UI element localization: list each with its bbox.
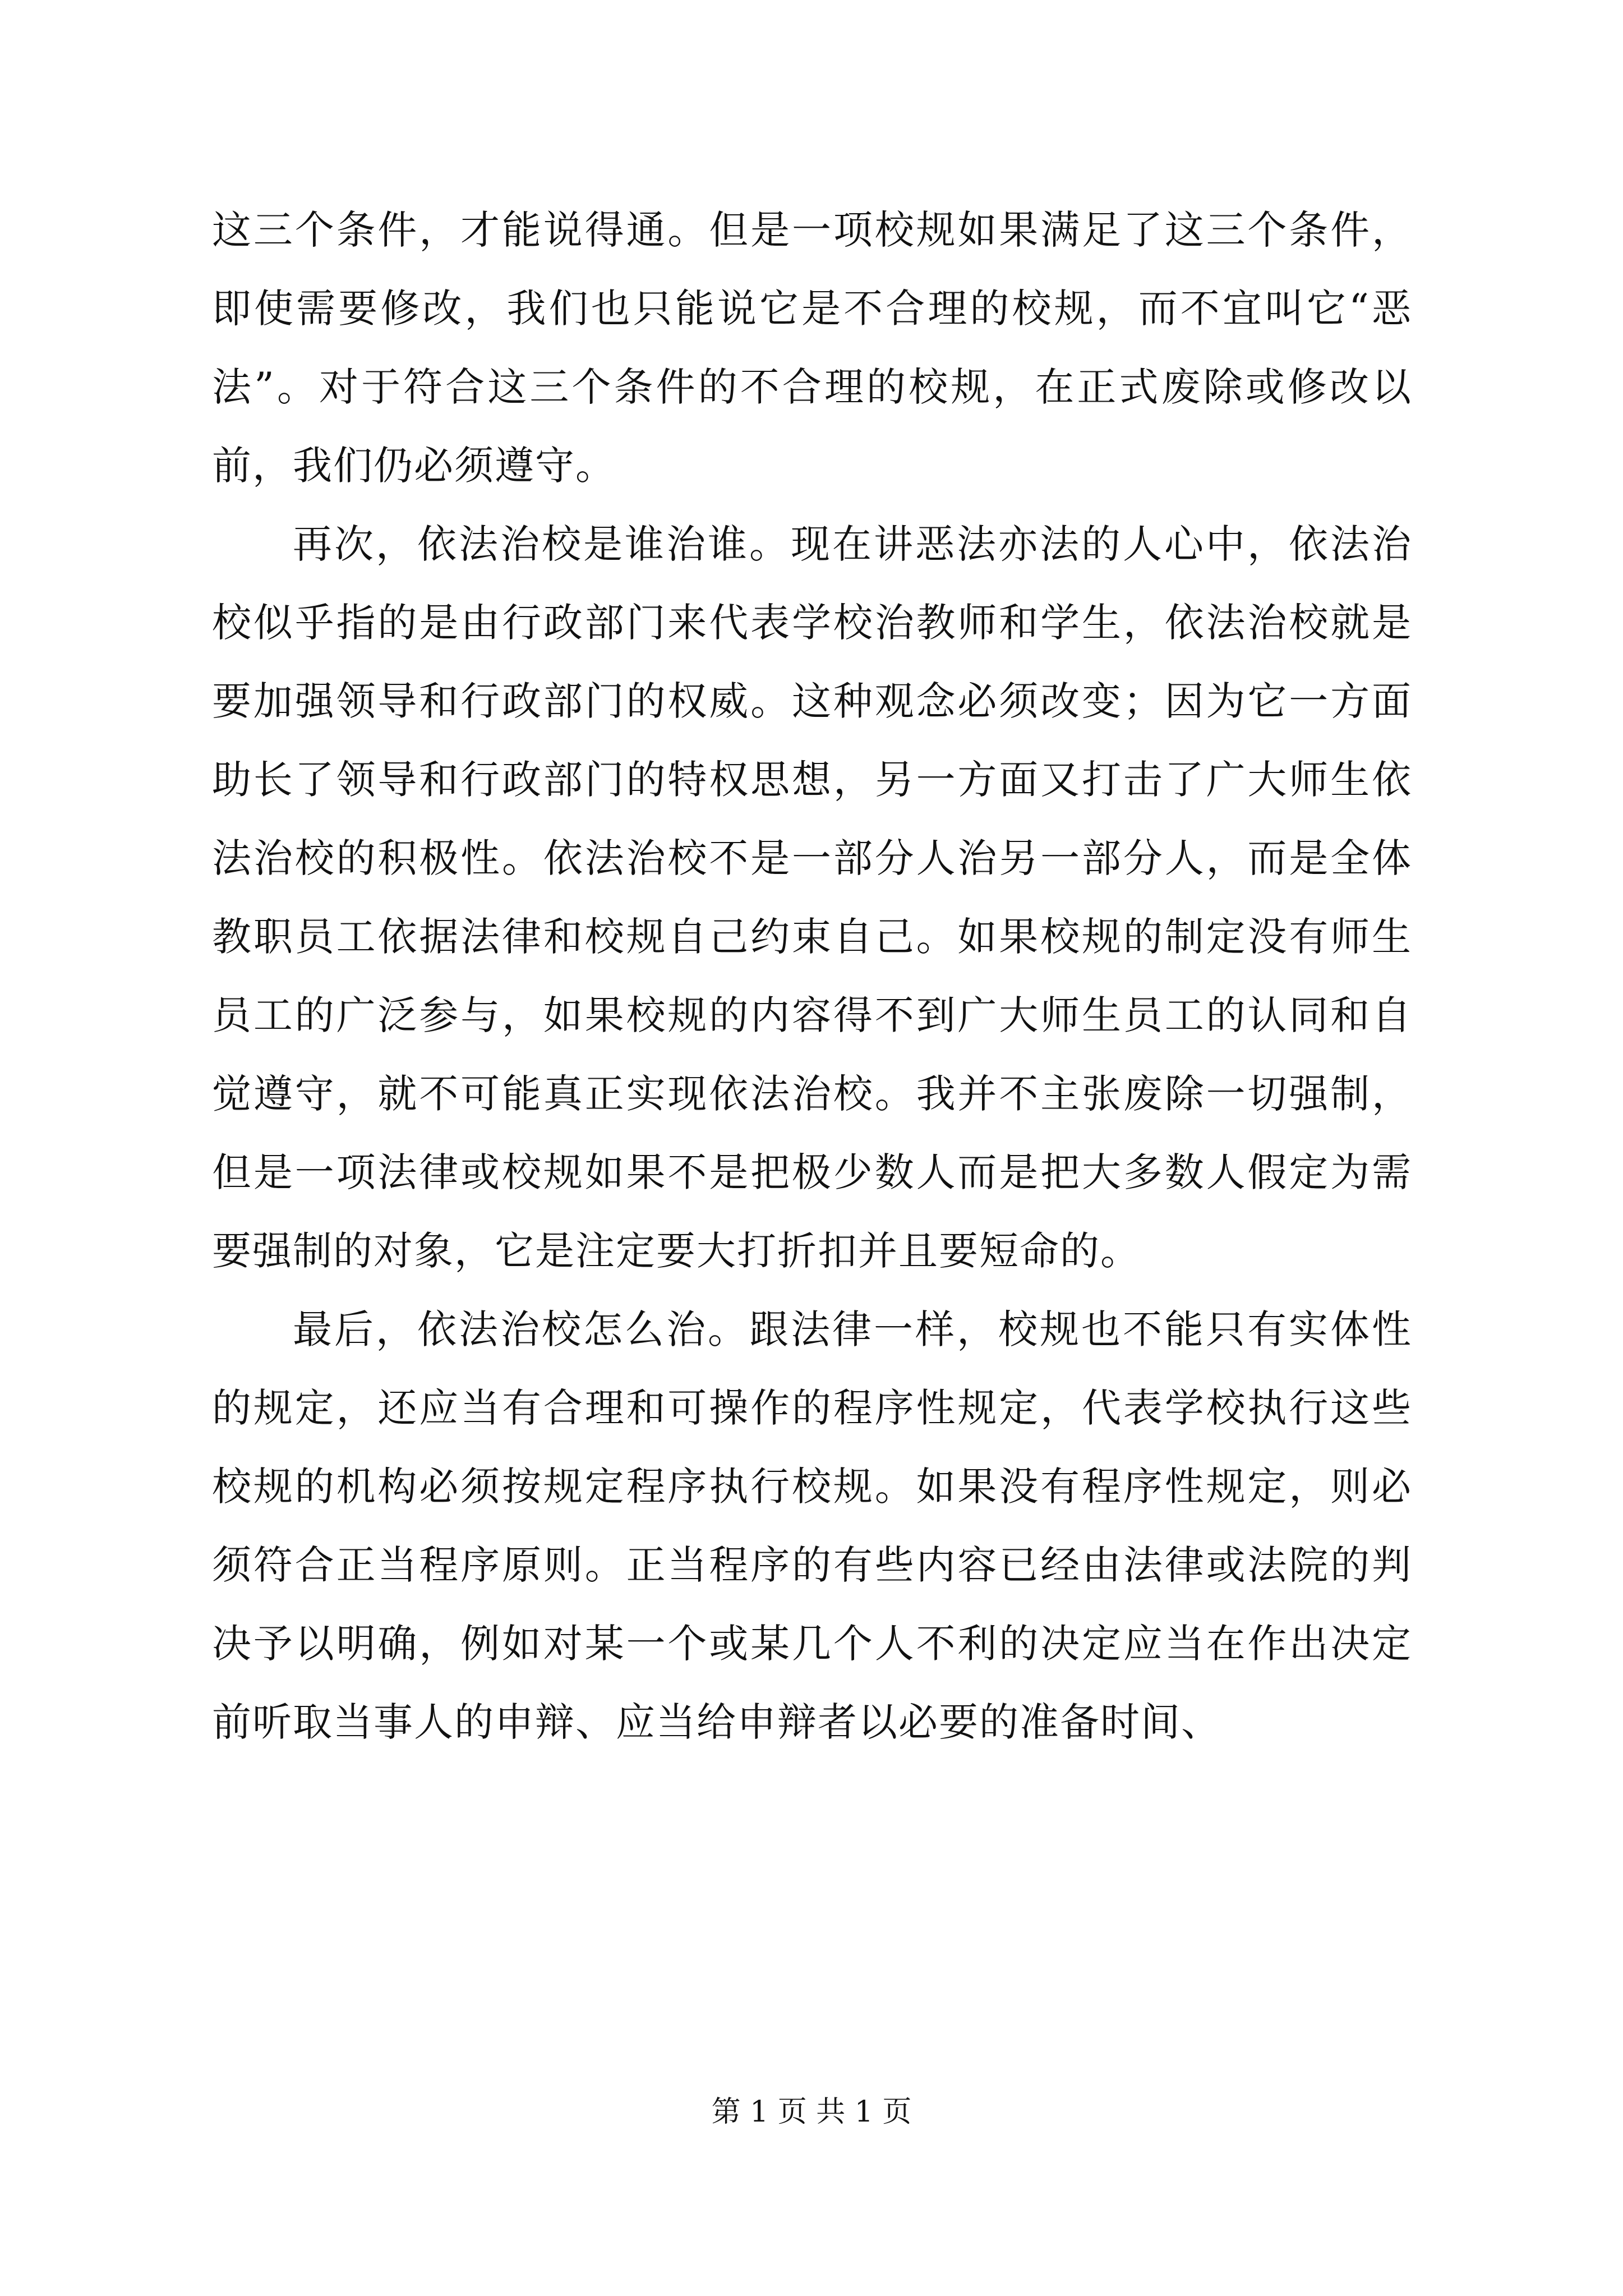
paragraph-3: 最后，依法治校怎么治。跟法律一样，校规也不能只有实体性的规定，还应当有合理和可操作的程序性规定，代表学校执行这些校规的机构必须按规定程序执行校规。如果没有程序性规定，则必须符合正当程序原则。正当程序的有些内容已经由法律或法院的判决予以明确，例如对某一个或某几个人不利的决定应当在作出决定前听取当事人的申辩、应当给申辩者以必要的准备时间、 bbox=[212, 1306, 1412, 1745]
document-body bbox=[212, 191, 1412, 1761]
paragraph-1: 这三个条件，才能说得通。但是一项校规如果满足了这三个条件，即使需要修改，我们也只能说它是不合理的校规，而不宜叫它“恶法”。对于符合这三个条件的不合理的校规，在正式废除或修改以前，我们仍必须遵守。 bbox=[212, 207, 1412, 489]
page-footer: 第 1 页 共 1 页 bbox=[711, 2095, 912, 2129]
paragraph-2: 再次，依法治校是谁治谁。现在讲恶法亦法的人心中，依法治校似乎指的是由行政部门来代表学校治教师和学生，依法治校就是要加强领导和行政部门的权威。这种观念必须改变；因为它一方面助长了领导和行政部门的特权思想，另一方面又打击了广大师生依法治校的积极性。依法治校不是一部分人治另一部分人，而是全体教职员工依据法律和校规自己约束自己。如果校规的制定没有师生员工的广泛参与，如果校规的内容得不到广大师生员工的认同和自觉遵守，就不可能真正实现依法治校。我并不主张废除一切强制，但是一项法律或校规如果不是把极少数人而是把大多数人假定为需要强制的对象，它是注定要大打折扣并且要短命的。 bbox=[212, 521, 1412, 1274]
